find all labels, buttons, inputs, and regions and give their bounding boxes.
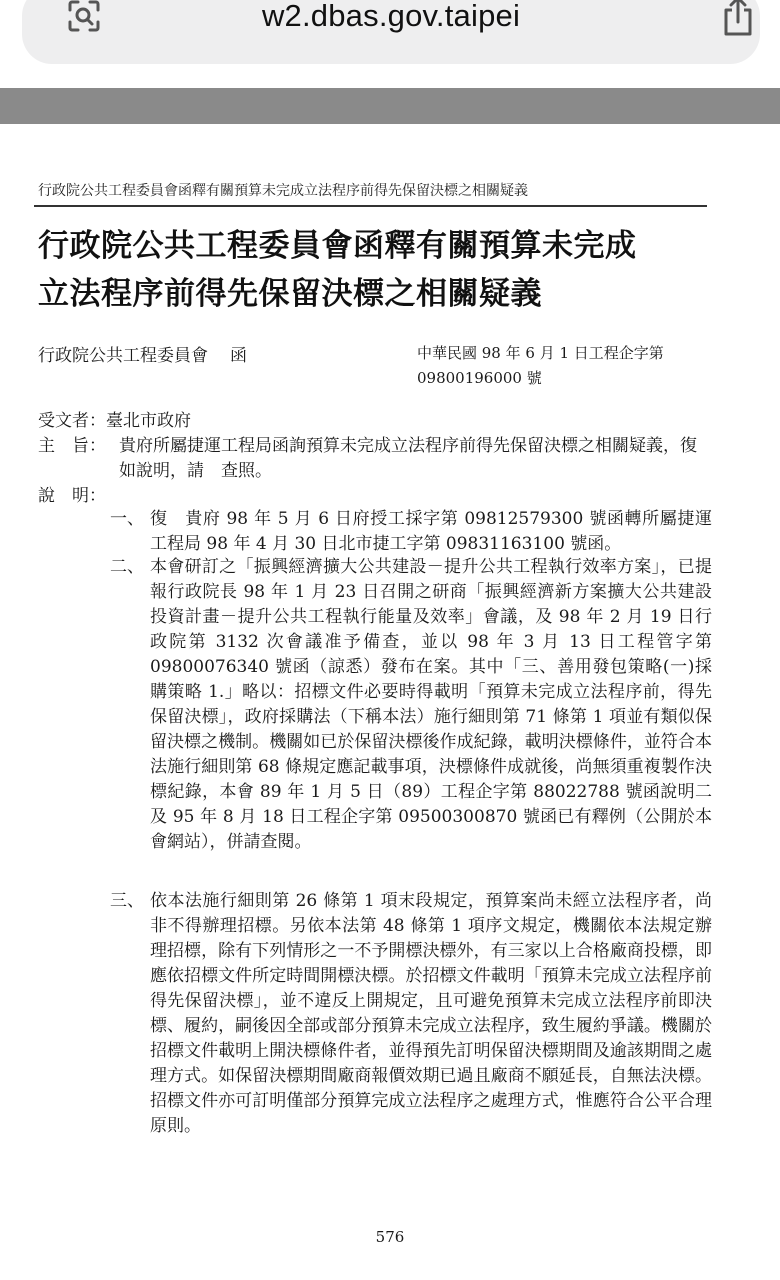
recipient-label: 受文者： xyxy=(38,411,106,431)
viewer-toolbar xyxy=(0,88,780,124)
header-rule xyxy=(34,205,707,207)
item-number: 二、 xyxy=(110,557,144,577)
browser-toolbar xyxy=(0,0,780,80)
item-text: 本會研訂之「振興經濟擴大公共建設－提升公共工程執行效率方案」，已提報行政院長 98 年 1 月 23 日召開之研商「振興經濟新方案擴大公共建設投資計畫－提升公共工程執行能量及效率」會議，及 98 年 2 月 19 日行政院第 3132 次會議准予備查，並以 98 年 3 月 13 日工程管字第 09800076340 號函（諒悉）發布在案。其中「三、善用發包策略(一)採購策略 1.」略以：招標文件必要時得載明「預算未完成立法程序前，得先保留決標」，政府採購法（下稱本法）施行細則第 71 條第 1 項並有類似保留決標之機制。機關如已於保留決標後作成紀錄，載明決標條件，並符合本法施行細則第 68 條規定應記載事項，決標條件成就後，尚無須重複製作決標紀錄，本會 89 年 1 月 5 日（89）工程企字第 88022788 號函說明二及 95 年 8 月 18 日工程企字第 09500300870 號函已有釋例（公開於本會網站），併請查閱。 xyxy=(150,557,712,852)
url-text[interactable]: w2.dbas.gov.taipei xyxy=(261,0,521,33)
item-number: 三、 xyxy=(110,891,144,911)
item-text: 依本法施行細則第 26 條第 1 項末段規定，預算案尚未經立法程序者，尚非不得辦理招標。另依本法第 48 條第 1 項序文規定，機關依本法規定辦理招標，除有下列情形之一不予開標決標外，有三家以上合格廠商投標，即應依招標文件所定時間開標決標。於招標文件載明「預算未完成立法程序前得先保留決標」，並不違反上開規定，且可避免預算未完成立法程序前即決標、履約，嗣後因全部或部分預算未完成立法程序，致生履約爭議。機關於招標文件載明上開決標條件者，並得預先訂明保留決標期間及逾該期間之處理方式。如保留決標期間廠商報價效期已過且廠商不願延長，自無法決標。招標文件亦可訂明僅部分預算完成立法程序之處理方式，惟應符合公平合理原則。 xyxy=(150,891,712,1136)
address-bar[interactable] xyxy=(22,0,760,64)
page-number: 576 xyxy=(375,1228,405,1246)
document-type: 函 xyxy=(230,346,247,366)
subject-text: 貴府所屬捷運工程局函詢預算未完成立法程序前得先保留決標之相關疑義，復如說明，請 查照。 xyxy=(119,436,697,481)
subject-label: 主 旨： xyxy=(38,436,106,456)
title-line-2: 立法程序前得先保留決標之相關疑義 xyxy=(38,276,542,312)
issuer xyxy=(38,341,247,366)
recipient: 臺北市政府 xyxy=(106,411,191,431)
running-header: 行政院公共工程委員會函釋有關預算未完成立法程序前得先保留決標之相關疑義 xyxy=(38,183,528,199)
document-title xyxy=(38,222,637,318)
title-line-1: 行政院公共工程委員會函釋有關預算未完成 xyxy=(38,228,637,264)
reference-line-1: 中華民國 98 年 6 月 1 日工程企字第 xyxy=(417,344,664,362)
item-number: 一、 xyxy=(110,509,144,529)
share-icon[interactable] xyxy=(718,0,758,38)
reference-line-2: 09800196000 號 xyxy=(417,369,542,387)
recipient-row xyxy=(38,409,191,434)
item-text: 復 貴府 98 年 5 月 6 日府授工採字第 09812579300 號函轉所屬捷運工程局 98 年 4 月 30 日北市捷工字第 09831163100 號函。 xyxy=(150,509,712,554)
reference-number xyxy=(417,341,664,391)
issuer-name: 行政院公共工程委員會 xyxy=(38,346,208,366)
explanation-label: 說 明： xyxy=(38,486,106,506)
